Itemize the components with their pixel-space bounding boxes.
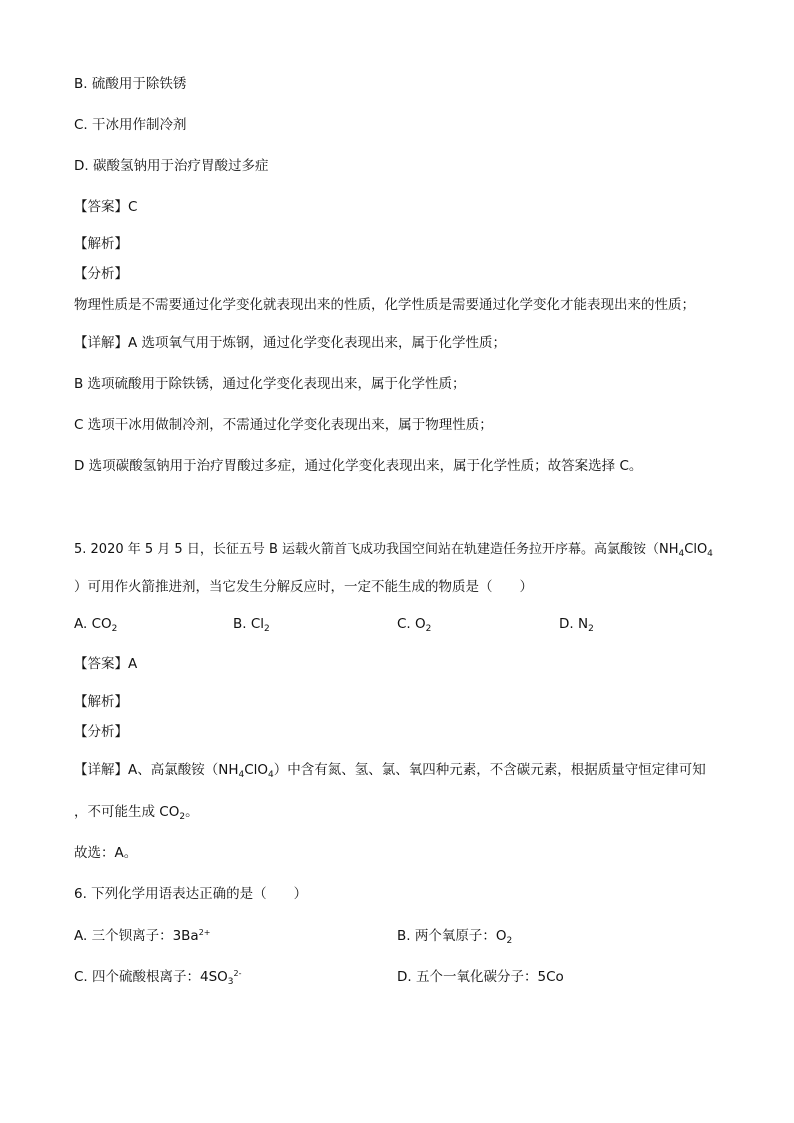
q4-answer: 【答案】C — [74, 199, 138, 215]
q4-jiexi-label: 解析 — [87, 236, 115, 252]
q5-option-d: D. $N_2$ — [559, 616, 594, 634]
q5-choice: 故选：A。 — [74, 845, 138, 861]
q5-answer: 【答案】A — [74, 656, 138, 672]
q4-option-c: C. 干冰用作制冷剂 — [74, 117, 187, 133]
q6-option-c: C. 四个硫酸根离子：$4SO_3^{2-}$ — [74, 969, 242, 987]
q4-option-b: B. 硫酸用于除铁锈 — [74, 76, 187, 92]
q6-option-d: D. 五个一氧化碳分子：5Co — [397, 969, 564, 985]
q5-jiexi-label: 解析 — [87, 694, 115, 710]
q5-option-a: A. $CO_2$ — [74, 616, 118, 634]
q4-detail-3: C 选项干冰用做制冷剂，不需通过化学变化表现出来，属于物理性质； — [74, 417, 493, 433]
q4-detail-1: 【详解】A 选项氧气用于炼钢，通过化学变化表现出来，属于化学性质； — [74, 335, 507, 351]
q5-fenxi: 【分析】 — [74, 724, 128, 740]
q4-fenxi: 【分析】 — [74, 266, 128, 282]
q4-jiexi: 【解析】 — [74, 236, 128, 252]
q5-detail-2: ，不可能生成 $CO_2$。 — [74, 804, 199, 822]
q4-option-d: D. 碳酸氢钠用于治疗胃酸过多症 — [74, 158, 269, 174]
q6-option-a: A. 三个钡离子：$3Ba^{2+}$ — [74, 928, 211, 944]
q6-stem: 6. 下列化学用语表达正确的是（ ） — [74, 886, 308, 902]
q4-detail-4: D 选项碳酸氢钠用于治疗胃酸过多症，通过化学变化表现出来，属于化学性质；故答案选择 C。 — [74, 458, 643, 474]
q6-option-b: B. 两个氧原子：$O_2$ — [397, 928, 513, 946]
q5-option-c: C. $O_2$ — [397, 616, 432, 634]
q5-jiexi: 【解析】 — [74, 694, 128, 710]
q5-stem-line-2: ）可用作火箭推进剂，当它发生分解反应时，一定不能生成的物质是（ ） — [74, 579, 533, 595]
q5-detail-1: 【详解】A、高氯酸铵$(NH_4ClO_4)$中含有氮、氢、氯、氧四种元素，不含碳元素，根据质量守恒定律可知 — [74, 762, 706, 780]
q5-option-b: B. $Cl_2$ — [233, 616, 270, 634]
q5-stem-line-1: 5. 2020 年 5 月 5 日，长征五号 B 运载火箭首飞成功我国空间站在轨建造任务拉开序幕。高氯酸铵（$NH_4ClO_4$ — [74, 542, 713, 559]
q4-detail-2: B 选项硫酸用于除铁锈，通过化学变化表现出来，属于化学性质； — [74, 376, 466, 392]
q4-fenxi-text: 物理性质是不需要通过化学变化就表现出来的性质，化学性质是需要通过化学变化才能表现出来的性质； — [74, 297, 695, 313]
